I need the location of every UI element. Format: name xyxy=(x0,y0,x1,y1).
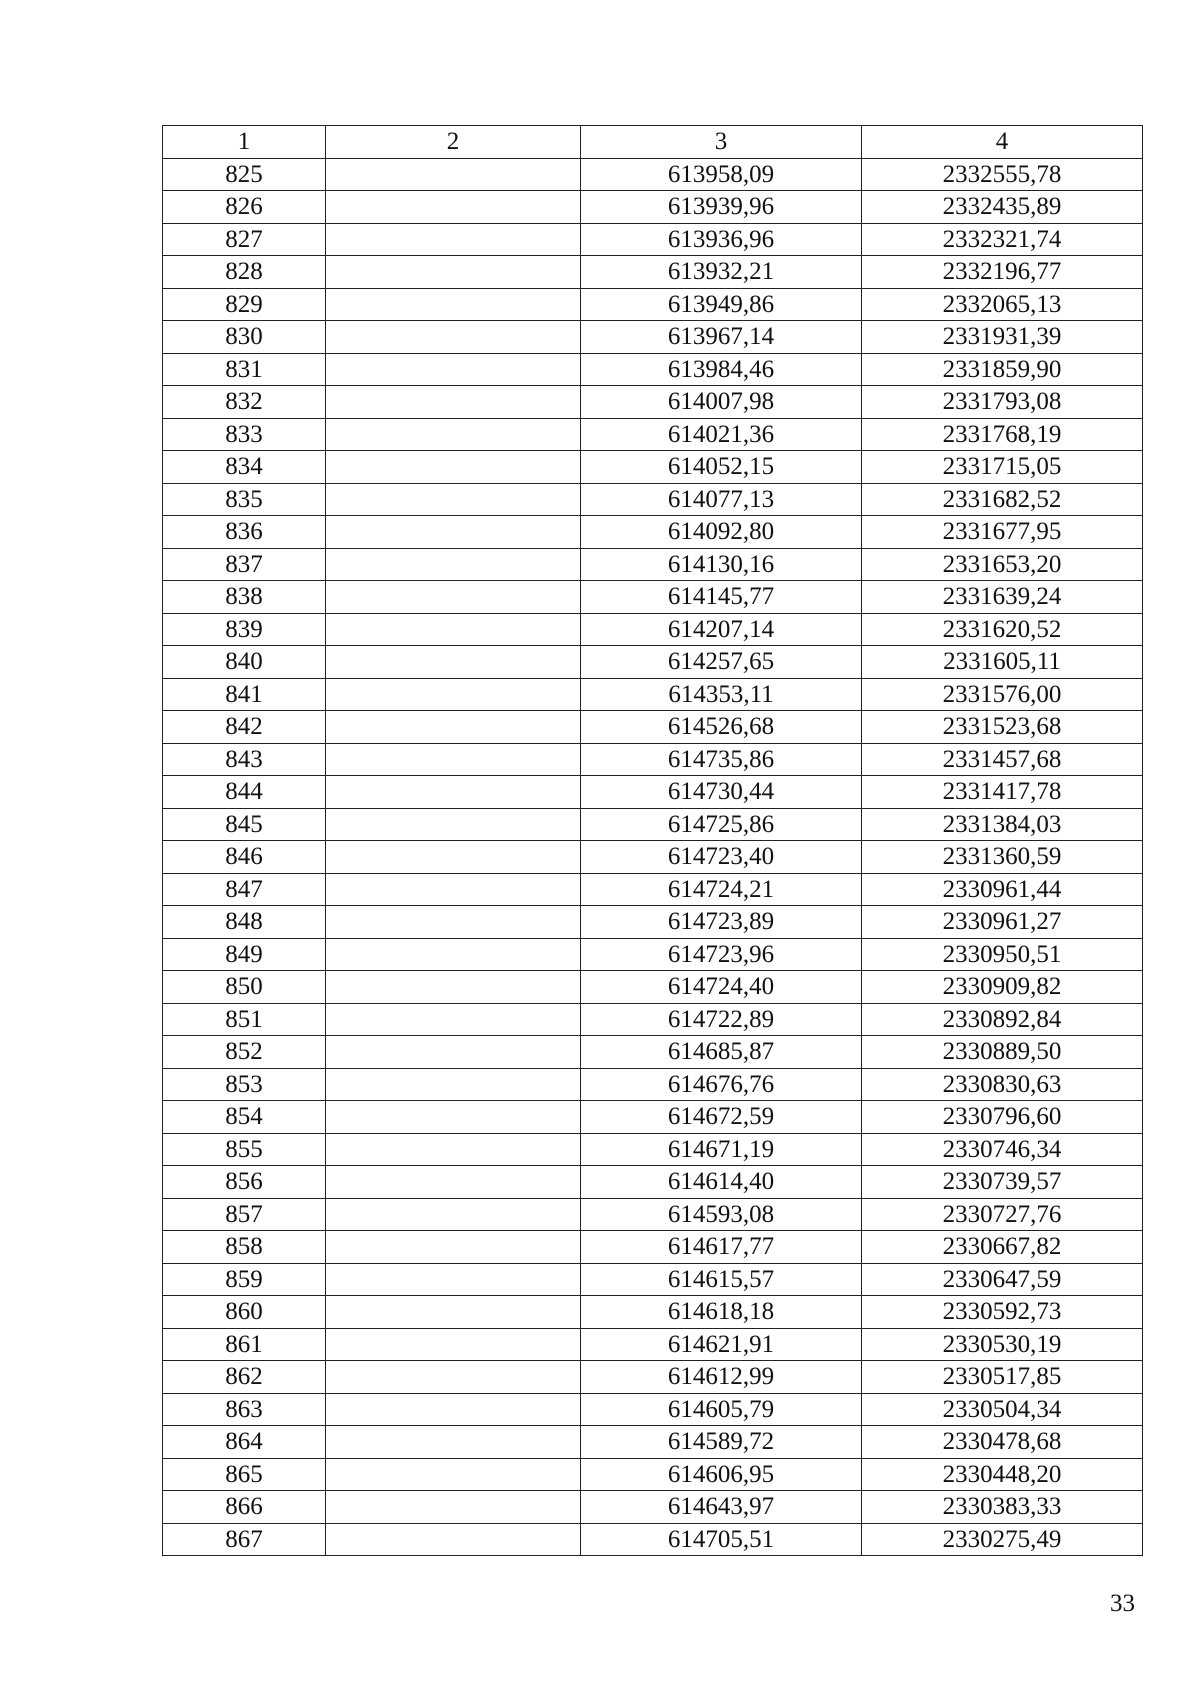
table-cell-col-4: 2332065,13 xyxy=(862,288,1143,321)
table-cell-col-4: 2330909,82 xyxy=(862,971,1143,1004)
table-cell-col-1: 851 xyxy=(163,1003,326,1036)
table-cell-col-4: 2331793,08 xyxy=(862,386,1143,419)
table-cell-col-1: 838 xyxy=(163,581,326,614)
table-cell-col-1: 866 xyxy=(163,1491,326,1524)
table-row xyxy=(163,158,1143,191)
table-cell-col-3: 614612,99 xyxy=(581,1361,862,1394)
table-row xyxy=(163,1328,1143,1361)
table-cell-col-2 xyxy=(326,1263,581,1296)
table-cell-col-2 xyxy=(326,548,581,581)
table-cell-col-2 xyxy=(326,1101,581,1134)
table-cell-col-4: 2332196,77 xyxy=(862,256,1143,289)
table-cell-col-3: 614052,15 xyxy=(581,451,862,484)
table-cell-col-2 xyxy=(326,743,581,776)
table-cell-col-1: 859 xyxy=(163,1263,326,1296)
table-cell-col-4: 2330448,20 xyxy=(862,1458,1143,1491)
table-cell-col-3: 614589,72 xyxy=(581,1426,862,1459)
table-cell-col-2 xyxy=(326,841,581,874)
table-row xyxy=(163,1231,1143,1264)
table-cell-col-3: 613932,21 xyxy=(581,256,862,289)
table-cell-col-4: 2330275,49 xyxy=(862,1523,1143,1556)
table-cell-col-4: 2331768,19 xyxy=(862,418,1143,451)
table-cell-col-3: 613949,86 xyxy=(581,288,862,321)
table-cell-col-3: 614593,08 xyxy=(581,1198,862,1231)
table-cell-col-4: 2331682,52 xyxy=(862,483,1143,516)
table-cell-col-4: 2330961,27 xyxy=(862,906,1143,939)
table-row xyxy=(163,711,1143,744)
table-cell-col-2 xyxy=(326,971,581,1004)
table-cell-col-3: 614617,77 xyxy=(581,1231,862,1264)
table-cell-col-4: 2330892,84 xyxy=(862,1003,1143,1036)
table-cell-col-4: 2332435,89 xyxy=(862,191,1143,224)
table-cell-col-2 xyxy=(326,321,581,354)
table-cell-col-3: 614145,77 xyxy=(581,581,862,614)
table-cell-col-2 xyxy=(326,613,581,646)
table-cell-col-2 xyxy=(326,1491,581,1524)
table-row xyxy=(163,1198,1143,1231)
table-cell-col-3: 614722,89 xyxy=(581,1003,862,1036)
table-cell-col-1: 849 xyxy=(163,938,326,971)
table-cell-col-3: 614724,21 xyxy=(581,873,862,906)
table-cell-col-1: 839 xyxy=(163,613,326,646)
table-cell-col-2 xyxy=(326,1003,581,1036)
table-row xyxy=(163,288,1143,321)
table-cell-col-4: 2331677,95 xyxy=(862,516,1143,549)
table-cell-col-4: 2330517,85 xyxy=(862,1361,1143,1394)
table-row xyxy=(163,938,1143,971)
table-cell-col-2 xyxy=(326,418,581,451)
table-row xyxy=(163,1393,1143,1426)
table-row xyxy=(163,841,1143,874)
table-cell-col-3: 614353,11 xyxy=(581,678,862,711)
table-cell-col-2 xyxy=(326,1361,581,1394)
table-cell-col-3: 614676,76 xyxy=(581,1068,862,1101)
table-cell-col-1: 831 xyxy=(163,353,326,386)
table-cell-col-1: 861 xyxy=(163,1328,326,1361)
table-cell-col-4: 2330739,57 xyxy=(862,1166,1143,1199)
table-cell-col-2 xyxy=(326,353,581,386)
table-cell-col-1: 848 xyxy=(163,906,326,939)
table-cell-col-3: 614021,36 xyxy=(581,418,862,451)
table-cell-col-3: 614614,40 xyxy=(581,1166,862,1199)
table-cell-col-2 xyxy=(326,581,581,614)
page-number: 33 xyxy=(1110,1590,1135,1617)
table-cell-col-2 xyxy=(326,288,581,321)
table-row xyxy=(163,1458,1143,1491)
table-cell-col-3: 614092,80 xyxy=(581,516,862,549)
table-cell-col-1: 837 xyxy=(163,548,326,581)
table-cell-col-1: 841 xyxy=(163,678,326,711)
table-row xyxy=(163,1068,1143,1101)
table-cell-col-2 xyxy=(326,191,581,224)
table-cell-col-3: 614671,19 xyxy=(581,1133,862,1166)
table-row xyxy=(163,776,1143,809)
table-cell-col-3: 614685,87 xyxy=(581,1036,862,1069)
table-cell-col-1: 842 xyxy=(163,711,326,744)
table-cell-col-4: 2331620,52 xyxy=(862,613,1143,646)
table-cell-col-2 xyxy=(326,158,581,191)
table-row xyxy=(163,581,1143,614)
table-cell-col-3: 614606,95 xyxy=(581,1458,862,1491)
table-cell-col-1: 840 xyxy=(163,646,326,679)
table-row xyxy=(163,1263,1143,1296)
table-cell-col-2 xyxy=(326,711,581,744)
table-cell-col-3: 614672,59 xyxy=(581,1101,862,1134)
table-row xyxy=(163,1296,1143,1329)
table-cell-col-4: 2331384,03 xyxy=(862,808,1143,841)
table-cell-col-3: 614723,96 xyxy=(581,938,862,971)
table-row xyxy=(163,906,1143,939)
table-row xyxy=(163,223,1143,256)
table-cell-col-2 xyxy=(326,223,581,256)
table-cell-col-4: 2331523,68 xyxy=(862,711,1143,744)
table-cell-col-4: 2331639,24 xyxy=(862,581,1143,614)
table-cell-col-3: 614725,86 xyxy=(581,808,862,841)
table-cell-col-1: 845 xyxy=(163,808,326,841)
table-cell-col-2 xyxy=(326,1393,581,1426)
table-row xyxy=(163,808,1143,841)
table-cell-col-3: 613967,14 xyxy=(581,321,862,354)
table-cell-col-3: 614257,65 xyxy=(581,646,862,679)
table-row xyxy=(163,321,1143,354)
table-cell-col-2 xyxy=(326,906,581,939)
table-row xyxy=(163,1166,1143,1199)
table-cell-col-1: 828 xyxy=(163,256,326,289)
column-header-3: 3 xyxy=(581,126,862,159)
table-cell-col-1: 829 xyxy=(163,288,326,321)
table-cell-col-4: 2331576,00 xyxy=(862,678,1143,711)
table-cell-col-4: 2330504,34 xyxy=(862,1393,1143,1426)
table-cell-col-2 xyxy=(326,1458,581,1491)
table-row xyxy=(163,1426,1143,1459)
table-cell-col-4: 2330830,63 xyxy=(862,1068,1143,1101)
table-row xyxy=(163,386,1143,419)
table-cell-col-2 xyxy=(326,938,581,971)
column-header-2: 2 xyxy=(326,126,581,159)
table-cell-col-1: 826 xyxy=(163,191,326,224)
table-row xyxy=(163,743,1143,776)
table-cell-col-1: 834 xyxy=(163,451,326,484)
table-cell-col-1: 862 xyxy=(163,1361,326,1394)
table-cell-col-4: 2331931,39 xyxy=(862,321,1143,354)
table-row xyxy=(163,483,1143,516)
table-cell-col-2 xyxy=(326,1426,581,1459)
table-cell-col-4: 2331605,11 xyxy=(862,646,1143,679)
table-cell-col-2 xyxy=(326,1068,581,1101)
table-cell-col-1: 863 xyxy=(163,1393,326,1426)
table-cell-col-1: 830 xyxy=(163,321,326,354)
table-cell-col-1: 836 xyxy=(163,516,326,549)
table-row xyxy=(163,873,1143,906)
table-cell-col-3: 614007,98 xyxy=(581,386,862,419)
table-cell-col-4: 2330592,73 xyxy=(862,1296,1143,1329)
table-cell-col-3: 613939,96 xyxy=(581,191,862,224)
table-cell-col-3: 614643,97 xyxy=(581,1491,862,1524)
table-cell-col-4: 2330727,76 xyxy=(862,1198,1143,1231)
table-row xyxy=(163,1133,1143,1166)
table-cell-col-4: 2330889,50 xyxy=(862,1036,1143,1069)
table-cell-col-3: 614526,68 xyxy=(581,711,862,744)
table-cell-col-2 xyxy=(326,1133,581,1166)
table-cell-col-2 xyxy=(326,776,581,809)
table-cell-col-3: 614621,91 xyxy=(581,1328,862,1361)
table-cell-col-1: 856 xyxy=(163,1166,326,1199)
table-cell-col-2 xyxy=(326,808,581,841)
table-cell-col-4: 2331653,20 xyxy=(862,548,1143,581)
table-row xyxy=(163,1036,1143,1069)
table-cell-col-1: 867 xyxy=(163,1523,326,1556)
table-cell-col-3: 614705,51 xyxy=(581,1523,862,1556)
column-header-1: 1 xyxy=(163,126,326,159)
table-cell-col-3: 614724,40 xyxy=(581,971,862,1004)
table-cell-col-1: 855 xyxy=(163,1133,326,1166)
table-cell-col-4: 2331859,90 xyxy=(862,353,1143,386)
table-row xyxy=(163,418,1143,451)
table-cell-col-1: 847 xyxy=(163,873,326,906)
table-cell-col-1: 857 xyxy=(163,1198,326,1231)
table-cell-col-2 xyxy=(326,451,581,484)
table-cell-col-1: 864 xyxy=(163,1426,326,1459)
table-cell-col-4: 2330647,59 xyxy=(862,1263,1143,1296)
table-header-row xyxy=(163,126,1143,159)
table-row xyxy=(163,613,1143,646)
table-cell-col-4: 2330950,51 xyxy=(862,938,1143,971)
table-cell-col-2 xyxy=(326,1328,581,1361)
table-cell-col-3: 613958,09 xyxy=(581,158,862,191)
table-cell-col-3: 614077,13 xyxy=(581,483,862,516)
table-cell-col-2 xyxy=(326,1198,581,1231)
table-row xyxy=(163,1361,1143,1394)
table-row xyxy=(163,1523,1143,1556)
table-cell-col-1: 854 xyxy=(163,1101,326,1134)
table-cell-col-1: 852 xyxy=(163,1036,326,1069)
table-cell-col-3: 614130,16 xyxy=(581,548,862,581)
table-cell-col-2 xyxy=(326,256,581,289)
table-cell-col-4: 2330478,68 xyxy=(862,1426,1143,1459)
table-row xyxy=(163,678,1143,711)
table-cell-col-3: 614207,14 xyxy=(581,613,862,646)
table-cell-col-1: 832 xyxy=(163,386,326,419)
table-cell-col-2 xyxy=(326,1036,581,1069)
table-cell-col-3: 614735,86 xyxy=(581,743,862,776)
table-row xyxy=(163,1491,1143,1524)
table-cell-col-2 xyxy=(326,516,581,549)
table-row xyxy=(163,971,1143,1004)
table-cell-col-2 xyxy=(326,386,581,419)
table-row xyxy=(163,548,1143,581)
table-cell-col-2 xyxy=(326,873,581,906)
table-cell-col-4: 2330796,60 xyxy=(862,1101,1143,1134)
table-cell-col-1: 853 xyxy=(163,1068,326,1101)
table-cell-col-3: 614723,40 xyxy=(581,841,862,874)
table-cell-col-4: 2331360,59 xyxy=(862,841,1143,874)
table-cell-col-3: 613984,46 xyxy=(581,353,862,386)
table-cell-col-3: 614723,89 xyxy=(581,906,862,939)
table-cell-col-4: 2332555,78 xyxy=(862,158,1143,191)
table-cell-col-4: 2330383,33 xyxy=(862,1491,1143,1524)
table-cell-col-1: 825 xyxy=(163,158,326,191)
table-row xyxy=(163,1003,1143,1036)
table-cell-col-1: 850 xyxy=(163,971,326,1004)
column-header-4: 4 xyxy=(862,126,1143,159)
table-cell-col-3: 614615,57 xyxy=(581,1263,862,1296)
table-cell-col-1: 833 xyxy=(163,418,326,451)
table-cell-col-1: 860 xyxy=(163,1296,326,1329)
table-cell-col-1: 858 xyxy=(163,1231,326,1264)
table-cell-col-3: 614605,79 xyxy=(581,1393,862,1426)
table-row xyxy=(163,1101,1143,1134)
table-cell-col-2 xyxy=(326,1296,581,1329)
table-cell-col-4: 2330667,82 xyxy=(862,1231,1143,1264)
table-cell-col-1: 843 xyxy=(163,743,326,776)
table-cell-col-2 xyxy=(326,678,581,711)
table-cell-col-3: 613936,96 xyxy=(581,223,862,256)
table-cell-col-2 xyxy=(326,483,581,516)
table-cell-col-2 xyxy=(326,646,581,679)
table-cell-col-4: 2331457,68 xyxy=(862,743,1143,776)
table-cell-col-4: 2330746,34 xyxy=(862,1133,1143,1166)
table-row xyxy=(163,191,1143,224)
table-cell-col-2 xyxy=(326,1231,581,1264)
table-cell-col-1: 844 xyxy=(163,776,326,809)
table-row xyxy=(163,353,1143,386)
table-body xyxy=(163,158,1143,1556)
table-cell-col-2 xyxy=(326,1523,581,1556)
table-cell-col-1: 846 xyxy=(163,841,326,874)
table-cell-col-3: 614618,18 xyxy=(581,1296,862,1329)
table-cell-col-4: 2331417,78 xyxy=(862,776,1143,809)
table-cell-col-4: 2330961,44 xyxy=(862,873,1143,906)
table-cell-col-4: 2330530,19 xyxy=(862,1328,1143,1361)
table-cell-col-1: 865 xyxy=(163,1458,326,1491)
table-cell-col-4: 2331715,05 xyxy=(862,451,1143,484)
table-row xyxy=(163,646,1143,679)
coordinates-table xyxy=(162,125,1143,1556)
table-cell-col-2 xyxy=(326,1166,581,1199)
table-row xyxy=(163,516,1143,549)
table-cell-col-3: 614730,44 xyxy=(581,776,862,809)
table-cell-col-1: 835 xyxy=(163,483,326,516)
table-cell-col-1: 827 xyxy=(163,223,326,256)
table-row xyxy=(163,451,1143,484)
table-cell-col-4: 2332321,74 xyxy=(862,223,1143,256)
table-row xyxy=(163,256,1143,289)
